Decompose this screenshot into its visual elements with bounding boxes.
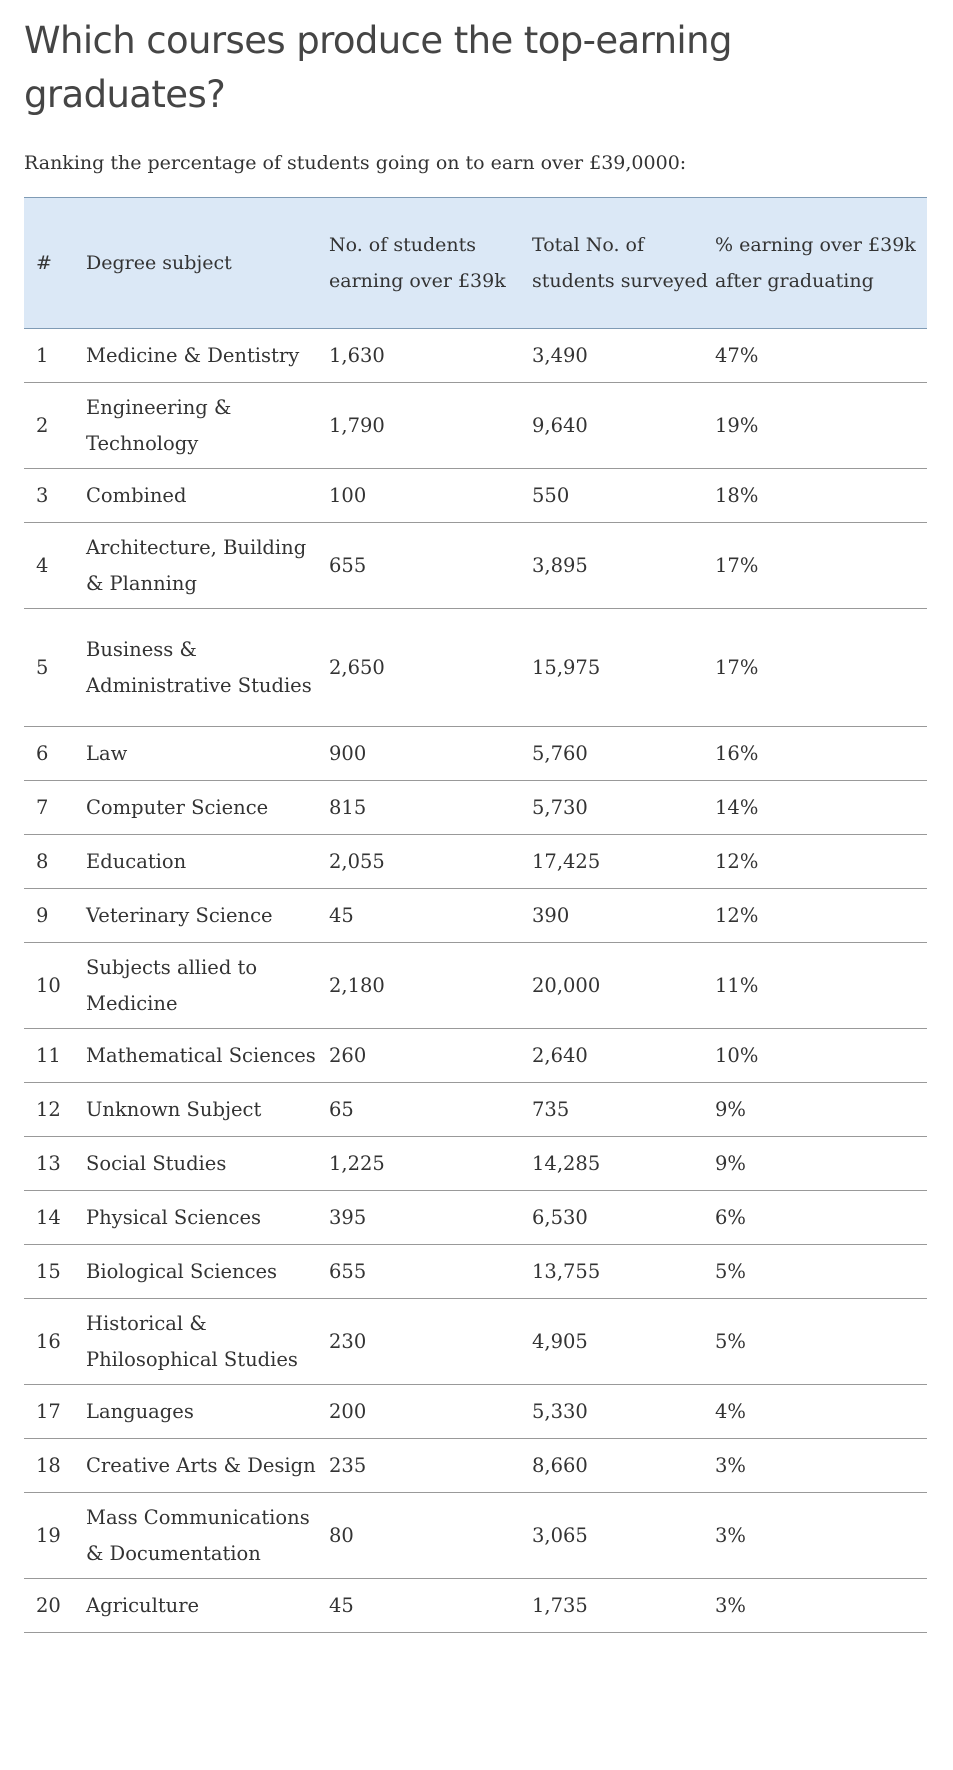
table-row: [24, 523, 927, 609]
table-row: [24, 469, 927, 523]
rank-cell: 5: [24, 609, 86, 727]
subject-cell: Unknown Subject: [86, 1083, 329, 1137]
percent-cell: 3%: [715, 1579, 927, 1633]
percent-cell: 5%: [715, 1245, 927, 1299]
table-row: [24, 1137, 927, 1191]
table-row: [24, 781, 927, 835]
total-surveyed-cell: 5,730: [532, 781, 715, 835]
table-header: [24, 198, 927, 329]
earning-over-cell: 100: [329, 469, 532, 523]
header-subject: Degree subject: [86, 198, 329, 329]
total-surveyed-cell: 3,895: [532, 523, 715, 609]
subject-cell: Subjects allied to Medicine: [86, 943, 329, 1029]
earning-over-cell: 1,225: [329, 1137, 532, 1191]
subject-cell: Biological Sciences: [86, 1245, 329, 1299]
table-row: [24, 1299, 927, 1385]
subject-cell: Historical & Philosophical Studies: [86, 1299, 329, 1385]
total-surveyed-cell: 735: [532, 1083, 715, 1137]
header-row: [24, 198, 927, 329]
percent-cell: 14%: [715, 781, 927, 835]
rank-cell: 13: [24, 1137, 86, 1191]
percent-cell: 9%: [715, 1137, 927, 1191]
table-row: [24, 1245, 927, 1299]
percent-cell: 6%: [715, 1191, 927, 1245]
rank-cell: 14: [24, 1191, 86, 1245]
earning-over-cell: 1,630: [329, 329, 532, 383]
total-surveyed-cell: 15,975: [532, 609, 715, 727]
percent-cell: 11%: [715, 943, 927, 1029]
table-row: [24, 1493, 927, 1579]
table-row: [24, 1083, 927, 1137]
rank-cell: 3: [24, 469, 86, 523]
table-row: [24, 727, 927, 781]
earning-over-cell: 80: [329, 1493, 532, 1579]
earning-over-cell: 65: [329, 1083, 532, 1137]
total-surveyed-cell: 9,640: [532, 383, 715, 469]
subject-cell: Mathematical Sciences: [86, 1029, 329, 1083]
rank-cell: 19: [24, 1493, 86, 1579]
earning-over-cell: 2,055: [329, 835, 532, 889]
earning-over-cell: 655: [329, 1245, 532, 1299]
subject-cell: Computer Science: [86, 781, 329, 835]
percent-cell: 17%: [715, 609, 927, 727]
rank-cell: 16: [24, 1299, 86, 1385]
total-surveyed-cell: 20,000: [532, 943, 715, 1029]
total-surveyed-cell: 3,065: [532, 1493, 715, 1579]
table-row: [24, 889, 927, 943]
subject-cell: Combined: [86, 469, 329, 523]
subject-cell: Mass Communications & Documentation: [86, 1493, 329, 1579]
total-surveyed-cell: 6,530: [532, 1191, 715, 1245]
total-surveyed-cell: 2,640: [532, 1029, 715, 1083]
earning-over-cell: 230: [329, 1299, 532, 1385]
subject-cell: Social Studies: [86, 1137, 329, 1191]
subject-cell: Creative Arts & Design: [86, 1439, 329, 1493]
total-surveyed-cell: 390: [532, 889, 715, 943]
table-row: [24, 383, 927, 469]
total-surveyed-cell: 3,490: [532, 329, 715, 383]
subject-cell: Education: [86, 835, 329, 889]
table-intro: Ranking the percentage of students going on to earn over £39,0000:: [24, 152, 687, 174]
page-title: Which courses produce the top-earning graduates?: [24, 19, 732, 116]
total-surveyed-cell: 5,760: [532, 727, 715, 781]
earning-over-cell: 45: [329, 889, 532, 943]
rank-cell: 11: [24, 1029, 86, 1083]
percent-cell: 47%: [715, 329, 927, 383]
percent-cell: 9%: [715, 1083, 927, 1137]
rank-cell: 20: [24, 1579, 86, 1633]
subject-cell: Physical Sciences: [86, 1191, 329, 1245]
rank-cell: 4: [24, 523, 86, 609]
rank-cell: 17: [24, 1385, 86, 1439]
total-surveyed-cell: 1,735: [532, 1579, 715, 1633]
subject-cell: Medicine & Dentistry: [86, 329, 329, 383]
percent-cell: 18%: [715, 469, 927, 523]
rank-cell: 9: [24, 889, 86, 943]
table-row: [24, 1439, 927, 1493]
rank-cell: 10: [24, 943, 86, 1029]
percent-cell: 16%: [715, 727, 927, 781]
table-row: [24, 1579, 927, 1633]
percent-cell: 5%: [715, 1299, 927, 1385]
header-earning-over: No. of students earning over £39k: [329, 198, 532, 329]
earning-over-cell: 2,650: [329, 609, 532, 727]
percent-cell: 4%: [715, 1385, 927, 1439]
earning-over-cell: 395: [329, 1191, 532, 1245]
rank-cell: 12: [24, 1083, 86, 1137]
header-rank: #: [24, 198, 86, 329]
table-row: [24, 609, 927, 727]
total-surveyed-cell: 8,660: [532, 1439, 715, 1493]
earning-over-cell: 2,180: [329, 943, 532, 1029]
total-surveyed-cell: 14,285: [532, 1137, 715, 1191]
percent-cell: 10%: [715, 1029, 927, 1083]
table-row: [24, 943, 927, 1029]
subject-cell: Architecture, Building & Planning: [86, 523, 329, 609]
percent-cell: 12%: [715, 889, 927, 943]
rank-cell: 7: [24, 781, 86, 835]
percent-cell: 3%: [715, 1493, 927, 1579]
header-percent: % earning over £39k after graduating: [715, 198, 927, 329]
total-surveyed-cell: 17,425: [532, 835, 715, 889]
subject-cell: Veterinary Science: [86, 889, 329, 943]
percent-cell: 12%: [715, 835, 927, 889]
table-row: [24, 1191, 927, 1245]
rank-cell: 2: [24, 383, 86, 469]
rank-cell: 18: [24, 1439, 86, 1493]
earning-over-cell: 900: [329, 727, 532, 781]
total-surveyed-cell: 5,330: [532, 1385, 715, 1439]
earning-over-cell: 45: [329, 1579, 532, 1633]
earning-over-cell: 815: [329, 781, 532, 835]
total-surveyed-cell: 550: [532, 469, 715, 523]
earning-over-cell: 235: [329, 1439, 532, 1493]
subject-cell: Engineering & Technology: [86, 383, 329, 469]
table-row: [24, 1385, 927, 1439]
table-row: [24, 329, 927, 383]
table-row: [24, 835, 927, 889]
table-row: [24, 1029, 927, 1083]
total-surveyed-cell: 4,905: [532, 1299, 715, 1385]
rank-cell: 15: [24, 1245, 86, 1299]
header-total-surveyed: Total No. of students surveyed: [532, 198, 715, 329]
earnings-table: [24, 197, 927, 1633]
percent-cell: 3%: [715, 1439, 927, 1493]
percent-cell: 17%: [715, 523, 927, 609]
earning-over-cell: 655: [329, 523, 532, 609]
total-surveyed-cell: 13,755: [532, 1245, 715, 1299]
earning-over-cell: 260: [329, 1029, 532, 1083]
earning-over-cell: 200: [329, 1385, 532, 1439]
rank-cell: 6: [24, 727, 86, 781]
rank-cell: 8: [24, 835, 86, 889]
subject-cell: Law: [86, 727, 329, 781]
subject-cell: Business & Administrative Studies: [86, 609, 329, 727]
table-body: [24, 329, 927, 1633]
percent-cell: 19%: [715, 383, 927, 469]
subject-cell: Languages: [86, 1385, 329, 1439]
rank-cell: 1: [24, 329, 86, 383]
earning-over-cell: 1,790: [329, 383, 532, 469]
subject-cell: Agriculture: [86, 1579, 329, 1633]
